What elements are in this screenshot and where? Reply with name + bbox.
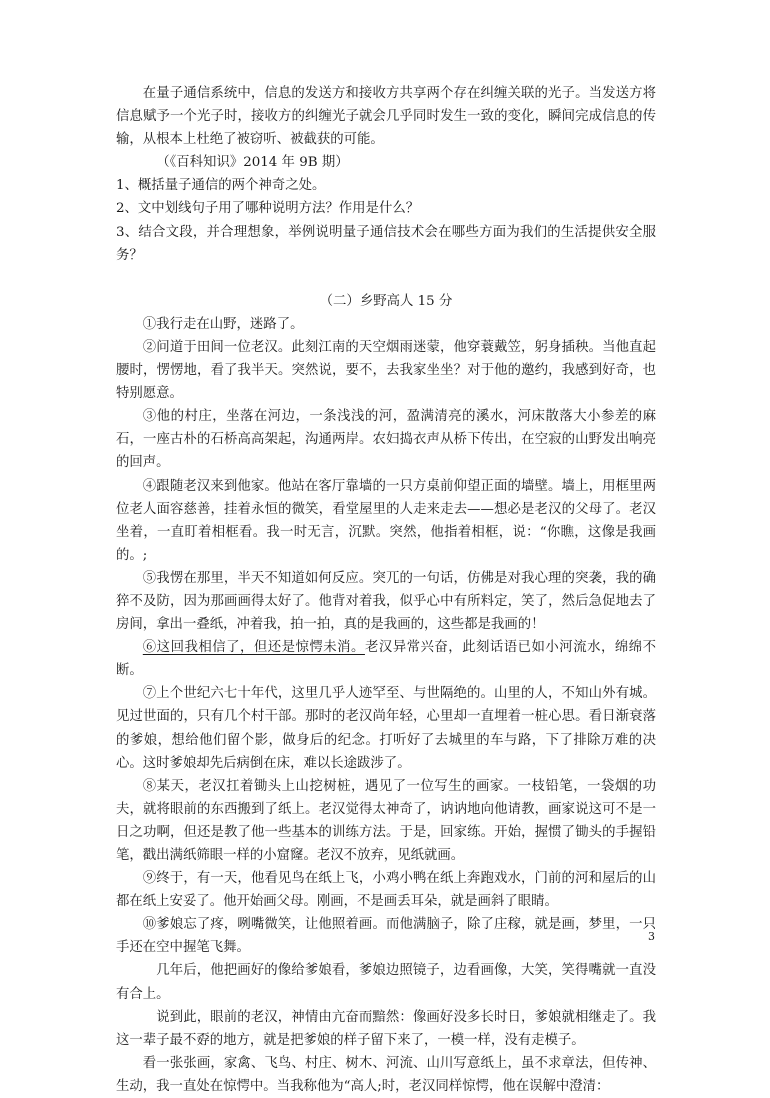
page-number: 3 bbox=[648, 930, 655, 943]
passage1-source: （《百科知识》2014 年 9B 期） bbox=[156, 155, 349, 171]
story-paragraph-1: ①我行走在山野，迷路了。 bbox=[142, 316, 304, 332]
question-3: 3、结合文段，并合理想象，举例说明量子通信技术会在哪些方面为我们的生活提供安全服务？ bbox=[116, 224, 656, 263]
story-paragraph-13: 看一张张画，家禽、飞鸟、村庄、树木、河流、山川写意纸上，虽不求章法，但传神、生动，我一直处在惊愕中。当我称他为“高人;时，老汉同样惊愕，他在误解中澄清： bbox=[116, 1055, 656, 1094]
story-paragraph-7: ⑦上个世纪六七十年代，这里几乎人迹罕至、与世隔绝的。山里的人，不知山外有城。见过世面的，只有几个村干部。那时的老汉尚年轻，心里却一直埋着一桩心思。看日渐衰落的爹娘，想给他们留个影，做身后的纪念。打听好了去城里的车与路，下了排除万难的决心。这时爹娘却先后病倒在床，难以长途跋涉了。 bbox=[116, 686, 656, 771]
story-paragraph-6 bbox=[116, 636, 656, 682]
underlined-sentence: ⑥这回我相信了，但还是惊愕未消。 bbox=[142, 640, 365, 656]
story-paragraph-6-rest: 老汉异常兴奋，此刻话语已如小河流水，绵绵不断。 bbox=[116, 640, 657, 679]
question-1: 1、概括量子通信的两个神奇之处。 bbox=[116, 178, 326, 194]
page-content bbox=[116, 82, 656, 1098]
question-2: 2、文中划线句子用了哪种说明方法？作用是什么？ bbox=[116, 201, 420, 217]
passage1-paragraph: 在量子通信系统中，信息的发送方和接收方共享两个存在纠缠关联的光子。当发送方将信息赋予一个光子时，接收方的纠缠光子就会几乎同时发生一致的变化，瞬间完成信息的传输，从根本上杜绝了被窃听、被截获的可能。 bbox=[116, 86, 656, 148]
section-heading: （二）乡野高人 15 分 bbox=[319, 293, 453, 309]
story-paragraph-4: ④跟随老汉来到他家。他站在客厅靠墙的一只方桌前仰望正面的墙壁。墙上，用框里两位老人面容慈善，挂着永恒的微笑，看堂屋里的人走来走去——想必是老汉的父母了。老汉坐着，一直盯着相框看。我一时无言，沉默。突然，他指着相框，说：“你瞧，这像是我画的。; bbox=[116, 478, 656, 563]
story-paragraph-3: ③他的村庄，坐落在河边，一条浅浅的河，盈满清亮的溪水，河床散落大小参差的麻石，一座古朴的石桥高高架起，沟通两岸。农妇捣衣声从桥下传出，在空寂的山野发出响亮的回声。 bbox=[116, 409, 656, 471]
story-paragraph-10: ⑩爹娘忘了疼，咧嘴微笑，让他照着画。而他满脑子，除了庄稼，就是画，梦里，一只手还在空中握笔飞舞。 bbox=[116, 917, 656, 956]
story-paragraph-12: 说到此，眼前的老汉，神情由亢奋而黯然：像画好没多长时日，爹娘就相继走了。我这一辈子最不孬的地方，就是把爹娘的样子留下来了，一模一样，没有走模子。 bbox=[116, 1009, 656, 1048]
story-paragraph-5: ⑤我愣在那里，半天不知道如何反应。突兀的一句话，仿佛是对我心理的突袭，我的确猝不及防，因为那画画得太好了。他背对着我，似乎心中有所料定，笑了，然后急促地去了房间，拿出一叠纸，冲着我，拍一拍，真的是我画的，这些都是我画的！ bbox=[116, 570, 656, 633]
story-paragraph-9: ⑨终于，有一天，他看见鸟在纸上飞，小鸡小鸭在纸上奔跑戏水，门前的河和屋后的山都在纸上安妥了。他开始画父母。刚画，不是画丢耳朵，就是画斜了眼睛。 bbox=[116, 871, 656, 910]
story-paragraph-11: 几年后，他把画好的像给爹娘看，爹娘边照镜子，边看画像，大笑，笑得嘴就一直没有合上。 bbox=[116, 963, 656, 1002]
story-paragraph-8: ⑧某天，老汉扛着锄头上山挖树桩，遇见了一位写生的画家。一枝铅笔，一袋烟的功夫，就将眼前的东西搬到了纸上。老汉觉得太神奇了，讷讷地向他请教，画家说这可不是一日之功啊，但还是教了他一些基本的训练方法。于是，回家练。开始，握惯了锄头的手握铅笔，戳出满纸筛眼一样的小窟窿。老汉不放弃，见纸就画。 bbox=[116, 778, 656, 863]
story-paragraph-2: ②问道于田间一位老汉。此刻江南的天空烟雨迷蒙，他穿蓑戴笠，躬身插秧。当他直起腰时，愣愣地，看了我半天。突然说，要不，去我家坐坐？对于他的邀约，我感到好奇，也特别愿意。 bbox=[116, 339, 656, 402]
